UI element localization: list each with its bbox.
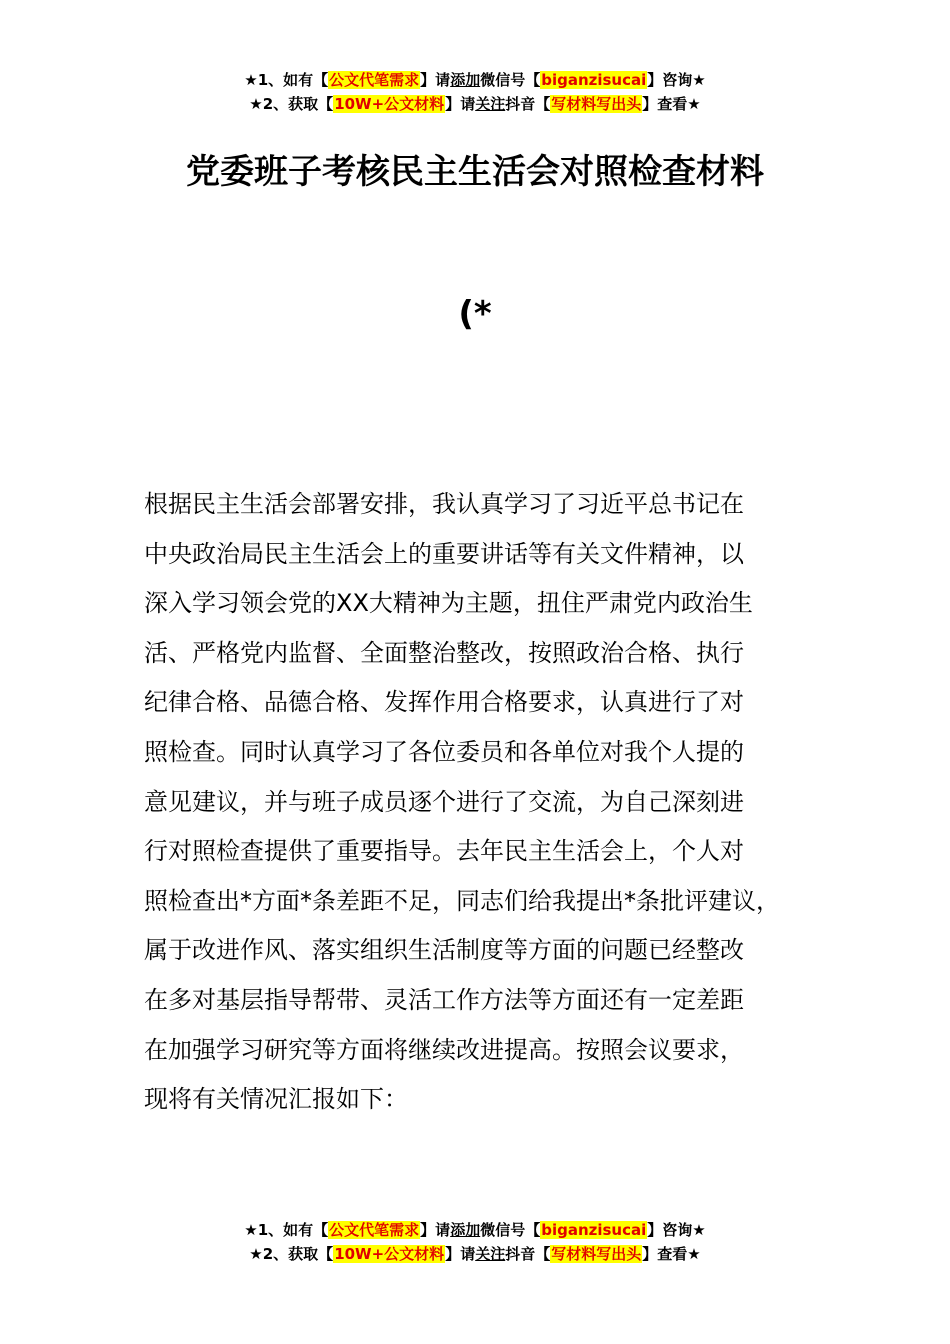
- promo-text: ★1、如有【: [244, 71, 329, 89]
- body-line: 纪律合格、品德合格、发挥作用合格要求，认真进行了对: [144, 688, 744, 717]
- promo-text: ★2、获取【: [249, 1245, 334, 1263]
- document-body: [144, 480, 809, 1125]
- document-title: 党委班子考核民主生活会对照检查材料: [186, 152, 764, 192]
- promo-highlight: 公文代笔需求: [329, 71, 420, 89]
- body-line: 中央政治局民主生活会上的重要讲话等有关文件精神，以: [144, 539, 744, 568]
- body-line: 活、严格党内监督、全面整治整改，按照政治合格、执行: [144, 638, 744, 667]
- promo-text: 】查看★: [642, 95, 701, 113]
- body-line: 现将有关情况汇报如下：: [144, 1085, 408, 1114]
- promo-underline-text: 添加: [450, 71, 481, 89]
- promo-text: 】咨询★: [647, 1221, 706, 1239]
- promo-wechat-id: biganzisucai: [541, 71, 647, 89]
- body-line: 根据民主生活会部署安排，我认真学习了习近平总书记在: [144, 490, 744, 518]
- body-line: 属于改进作风、落实组织生活制度等方面的问题已经整改: [144, 936, 744, 965]
- body-line: 在多对基层指导帮带、灵活工作方法等方面还有一定差距: [144, 985, 744, 1014]
- promo-highlight: 10W+公文材料: [334, 95, 445, 113]
- promo-underline-text: 添加: [450, 1221, 481, 1239]
- body-line: 照检查。同时认真学习了各位委员和各单位对我个人提的: [144, 737, 744, 766]
- document-subtitle-mark: (*: [458, 294, 492, 334]
- promo-text: 微信号【: [480, 71, 541, 89]
- promo-text: 】请: [445, 1245, 476, 1263]
- promo-text: 抖音【: [505, 1245, 551, 1263]
- promo-text: 抖音【: [505, 95, 551, 113]
- body-line: 深入学习领会党的XX大精神为主题，扭住严肃党内政治生: [144, 589, 753, 618]
- promo-text: 】查看★: [642, 1245, 701, 1263]
- promo-line-2: [0, 1242, 950, 1266]
- promo-text: 】请: [445, 95, 476, 113]
- promo-douyin-name: 写材料写出头: [551, 1245, 642, 1263]
- promo-line-1: [0, 68, 950, 92]
- promo-douyin-name: 写材料写出头: [551, 95, 642, 113]
- promo-wechat-id: biganzisucai: [541, 1221, 647, 1239]
- promo-underline-text: 关注: [475, 1245, 506, 1263]
- body-line: 行对照检查提供了重要指导。去年民主生活会上，个人对: [144, 837, 744, 866]
- body-line: 意见建议，并与班子成员逐个进行了交流，为自己深刻进: [144, 787, 744, 816]
- header-promo-banner: [0, 68, 950, 116]
- promo-highlight: 公文代笔需求: [329, 1221, 420, 1239]
- promo-underline-text: 关注: [475, 95, 506, 113]
- promo-line-2: [0, 92, 950, 116]
- promo-text: 】咨询★: [647, 71, 706, 89]
- footer-promo-banner: [0, 1218, 950, 1266]
- body-line: 照检查出*方面*条差距不足，同志们给我提出*条批评建议，: [144, 886, 780, 915]
- promo-text: ★2、获取【: [249, 95, 334, 113]
- promo-text: 】请: [420, 1221, 451, 1239]
- body-line: 在加强学习研究等方面将继续改进提高。按照会议要求，: [144, 1035, 744, 1064]
- promo-text: 微信号【: [480, 1221, 541, 1239]
- promo-line-1: [0, 1218, 950, 1242]
- promo-text: ★1、如有【: [244, 1221, 329, 1239]
- promo-text: 】请: [420, 71, 451, 89]
- promo-highlight: 10W+公文材料: [334, 1245, 445, 1263]
